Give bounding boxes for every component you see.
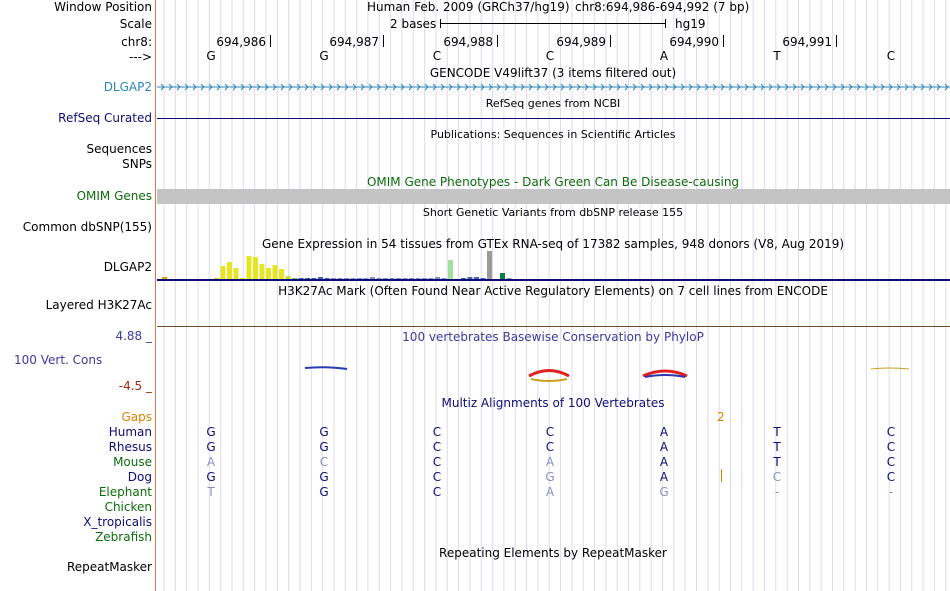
assembly-short: hg19 [675, 17, 706, 31]
reference-base: T [773, 49, 781, 63]
gtex-tissue-bar [253, 257, 258, 279]
repeatmasker-track-title: Repeating Elements by RepeatMasker [439, 546, 667, 560]
multiz-gaps-value: 2 [717, 410, 725, 424]
aligned-base: C [545, 425, 555, 439]
refseq-track-title: RefSeq genes from NCBI [485, 97, 621, 110]
aligned-base: A [545, 485, 555, 499]
coordinate-tick-label: 694,991 [782, 35, 832, 49]
coordinate-tick [497, 35, 498, 47]
aligned-base: A [659, 425, 669, 439]
gtex-tissue-bar [266, 268, 271, 279]
omim-track-label[interactable]: OMIM Genes [76, 189, 152, 203]
strand-direction-label: ---> [128, 50, 152, 64]
gencode-track-label[interactable]: DLGAP2 [103, 80, 152, 94]
aligned-base: - [774, 485, 780, 499]
phylop-max-label: 4.88 _ [115, 329, 152, 343]
aligned-base: C [886, 425, 896, 439]
aligned-base: G [545, 470, 555, 484]
reference-base: C [432, 49, 442, 63]
species-label[interactable]: Elephant [98, 485, 152, 499]
gtex-tissue-bar [273, 265, 278, 279]
h3k27ac-track-title: H3K27Ac Mark (Often Found Near Active Regulatory Elements) on 7 cell lines from ENCODE [278, 284, 828, 298]
position-readout: chr8:694,986-694,992 (7 bp) [575, 0, 750, 14]
gencode-gene-feature[interactable] [157, 80, 950, 94]
publications-track-title: Publications: Sequences in Scientific Articles [430, 128, 676, 141]
reference-base: C [545, 49, 555, 63]
reference-base: C [886, 49, 896, 63]
gtex-tissue-bar [279, 269, 284, 279]
aligned-base: C [432, 470, 442, 484]
coordinate-tick-label: 694,986 [216, 35, 266, 49]
species-label[interactable]: Rhesus [108, 440, 152, 454]
phylop-conservation-plot[interactable] [157, 359, 950, 385]
gtex-expression-bars[interactable] [157, 251, 950, 280]
phylop-track-label[interactable]: 100 Vert. Cons [14, 353, 103, 367]
aligned-base: G [206, 470, 216, 484]
aligned-base: - [888, 485, 894, 499]
species-label[interactable]: Zebrafish [95, 530, 152, 544]
coordinate-tick-label: 694,990 [669, 35, 719, 49]
species-label[interactable]: Dog [127, 470, 152, 484]
aligned-base: G [319, 485, 329, 499]
coordinate-tick-label: 694,989 [556, 35, 606, 49]
aligned-base: C [886, 470, 896, 484]
aligned-base: C [432, 425, 442, 439]
dbsnp-track-title: Short Genetic Variants from dbSNP release 155 [422, 206, 684, 219]
dog-insertion-marker [721, 469, 722, 482]
species-label[interactable]: X_tropicalis [83, 515, 152, 529]
coordinate-tick-label: 694,987 [329, 35, 379, 49]
omim-track-title: OMIM Gene Phenotypes - Dark Green Can Be Disease-causing [366, 175, 740, 189]
aligned-base: C [432, 485, 442, 499]
gtex-tissue-bar [448, 260, 453, 279]
aligned-base: C [772, 470, 782, 484]
publications-label-snps[interactable]: SNPs [122, 157, 152, 171]
aligned-base: C [886, 440, 896, 454]
coordinate-tick [610, 35, 611, 47]
repeatmasker-track-label[interactable]: RepeatMasker [66, 560, 152, 574]
refseq-gene-feature[interactable] [157, 118, 950, 119]
refseq-track-label[interactable]: RefSeq Curated [58, 111, 152, 125]
aligned-base: C [886, 455, 896, 469]
reference-base: A [659, 49, 669, 63]
scale-text: 2 bases [390, 17, 437, 31]
aligned-base: G [659, 485, 669, 499]
gtex-track-title: Gene Expression in 54 tissues from GTEx RNA-seq of 17382 samples, 948 donors (V8, Aug 2019) [261, 237, 845, 251]
h3k27ac-track-label[interactable]: Layered H3K27Ac [45, 298, 152, 312]
omim-gene-bar[interactable] [157, 189, 950, 204]
gtex-tissue-bar [227, 262, 232, 279]
aligned-base: C [432, 440, 442, 454]
publications-label-sequences[interactable]: Sequences [86, 142, 152, 156]
gtex-gene-line [157, 279, 950, 281]
aligned-base: C [545, 440, 555, 454]
species-label[interactable]: Chicken [104, 500, 152, 514]
coordinate-tick [383, 35, 384, 47]
scale-label: Scale [119, 17, 152, 31]
gtex-tissue-bar [260, 264, 265, 279]
phylop-min-label: -4.5 _ [118, 379, 152, 393]
aligned-base: A [659, 455, 669, 469]
aligned-base: A [206, 455, 216, 469]
aligned-base: C [432, 455, 442, 469]
coordinate-tick-label: 694,988 [443, 35, 493, 49]
aligned-base: A [659, 440, 669, 454]
gencode-track-title: GENCODE V49lift37 (3 items filtered out) [429, 66, 677, 80]
gtex-tissue-bar [487, 251, 492, 279]
species-label[interactable]: Human [108, 425, 152, 439]
aligned-base: A [545, 455, 555, 469]
window-position-label: Window Position [54, 0, 152, 14]
coordinate-tick [723, 35, 724, 47]
gtex-track-label[interactable]: DLGAP2 [103, 260, 152, 274]
aligned-base: G [206, 440, 216, 454]
aligned-base: T [773, 440, 781, 454]
coordinate-tick [270, 35, 271, 47]
h3k27ac-baseline [157, 326, 950, 327]
aligned-base: T [773, 455, 781, 469]
coordinate-tick [836, 35, 837, 47]
aligned-base: G [319, 440, 329, 454]
reference-base: G [206, 49, 216, 63]
gtex-tissue-bar [234, 268, 239, 279]
aligned-base: T [207, 485, 215, 499]
multiz-track-title: Multiz Alignments of 100 Vertebrates [441, 396, 665, 410]
reference-base: G [319, 49, 329, 63]
assembly-title: Human Feb. 2009 (GRCh37/hg19) [367, 0, 570, 14]
aligned-base: G [319, 470, 329, 484]
scale-bar [440, 19, 666, 28]
aligned-base: A [659, 470, 669, 484]
gtex-tissue-bar [247, 256, 252, 279]
multiz-gaps-label: Gaps [121, 410, 152, 424]
gtex-tissue-bar [221, 266, 226, 279]
dbsnp-track-label[interactable]: Common dbSNP(155) [22, 220, 152, 234]
aligned-base: C [319, 455, 329, 469]
aligned-base: T [773, 425, 781, 439]
phylop-track-title: 100 vertebrates Basewise Conservation by PhyloP [402, 330, 704, 344]
aligned-base: G [319, 425, 329, 439]
aligned-base: G [206, 425, 216, 439]
chromosome-label: chr8: [121, 35, 152, 49]
species-label[interactable]: Mouse [113, 455, 152, 469]
